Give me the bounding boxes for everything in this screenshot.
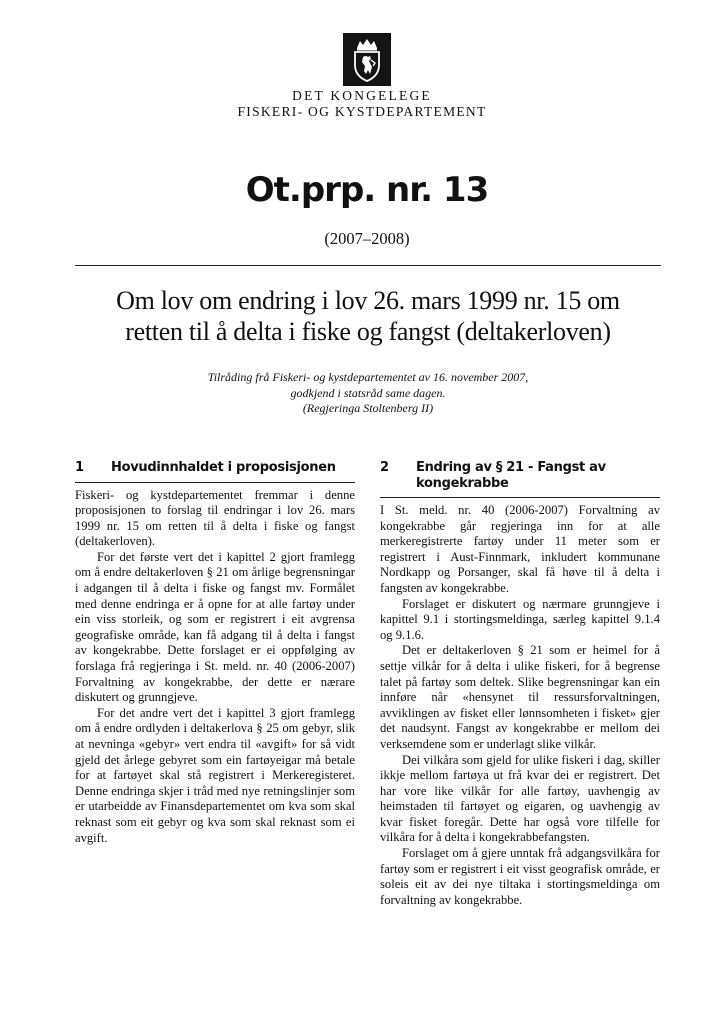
section-heading: [380, 460, 660, 491]
recommendation-line: godkjend i statsråd same dagen.: [290, 385, 446, 400]
subject-line: Om lov om endring i lov 26. mars 1999 nr. 15 om: [116, 286, 620, 315]
paragraph: Forslaget om å gjere unntak frå adgangsvilkåra for fartøy som er registrert i eit visst geografisk område, er soleis eit av dei nye tiltaka i stortingsmeldinga om forvaltning av kongekrabbe.: [380, 846, 660, 907]
document-years: (2007–2008): [324, 229, 410, 248]
section-number: 2: [380, 460, 389, 475]
section-1: [75, 460, 355, 846]
title-divider: [75, 265, 661, 266]
document-title: Ot.prp. nr. 13: [245, 170, 489, 210]
section-divider: [75, 482, 355, 483]
section-title: Hovudinnhaldet i proposisjonen: [111, 460, 336, 475]
paragraph: Forslaget er diskutert og nærmare grunngjeve i kapittel 9.1 i stortingsmeldinga, særleg kapittel 9.1.4 og 9.1.6.: [380, 596, 660, 642]
subject-line: retten til å delta i fiske og fangst (deltakerloven): [125, 317, 611, 346]
paragraph: For det første vert det i kapittel 2 gjort framlegg om å endre deltakerloven § 21 om årlige begrensningar i adgangen til å delta i fiske og fangst mv. Formålet med denne endringa er å opne for at alle fartøy under ein viss storleik, og som er registrert i eit avgrensa geografiske område, kan få adgang til å delta i fangst av kongekrabbe. Dette forslaget er ei oppfølging av forslaga frå regjeringa i St. meld. nr. 40 (2006-2007) Forvaltning av kongekrabbe, der dette er nærare diskutert og grunngjeve.: [75, 549, 355, 705]
section-body: [75, 488, 355, 847]
recommendation-note: [75, 370, 661, 417]
recommendation-line: (Regjeringa Stoltenberg II): [302, 401, 434, 415]
department-name-line1: DET KONGELEGE: [292, 88, 432, 103]
paragraph: For det andre vert det i kapittel 3 gjort framlegg om å endre ordlyden i deltakerlova § 25 om gebyr, slik at nevninga «gebyr» vert endra til «avgift» for så vidt gjeld det årlege gebyret som ein fartøyeigar må betale for at fartøyet skal stå registrert i Merkeregisteret. Denne endringa skjer i tråd med nye retningslinjer som er utarbeidde av Finansdepartementet om kva som skal reknast som eit gebyr og kva som skal reknast som ei avgift.: [75, 705, 355, 845]
section-number: 1: [75, 460, 84, 475]
paragraph: Fiskeri- og kystdepartementet fremmar i denne proposisjonen to forslag til endringar i lov 26. mars 1999 nr. 15 om retten til å delta i fiske og fangst (deltakerloven).: [75, 487, 355, 549]
recommendation-line: Tilråding frå Fiskeri- og kystdepartementet av 16. november 2007,: [207, 370, 529, 384]
section-divider: [380, 497, 660, 498]
section-2: [380, 460, 660, 908]
section-heading: [75, 460, 355, 476]
document-subject: [75, 285, 661, 347]
coat-of-arms-icon: [343, 33, 391, 86]
paragraph: Det er deltakerloven § 21 som er heimel for å settje vilkår for å delta i ulike fiskeri, for å begrense talet på fartøy som deltek. Slike begrensningar kan ein innføre når «hensynet til ressursforvaltningen, avviklingen av fisket eller lønnsomheten i fisket» gjer det naudsynt. Fangst av kongekrabbe er mellom dei verksemdene som er underlagt slike vilkår.: [380, 643, 660, 751]
paragraph: Dei vilkåra som gjeld for ulike fiskeri i dag, skiller ikkje mellom fartøya ut frå kvar dei er registrert. Det har vore like vilkår for alle fartøy, uavhengig av heimstaden til fartøyet og eigaren, og uavhengig av kvar fisket foregår. Dette har også vore tilfelle for vilkåra for å delta i kongekrabbefangsten.: [380, 752, 660, 845]
section-title: Endring av § 21 - Fangst av kongekrabbe: [416, 460, 606, 491]
paragraph: I St. meld. nr. 40 (2006-2007) Forvaltning av kongekrabbe går regjeringa inn for at alle merkeregistrerte fartøy under 11 meter som er registrert i Aust-Finnmark, inkludert kommunane Nordkapp og Porsanger, skal få høve til å delta i fangsten av kongekrabbe.: [380, 503, 660, 595]
department-name-line2: FISKERI- OG KYSTDEPARTEMENT: [237, 104, 487, 119]
coat-of-arms-logo: [343, 33, 391, 86]
section-body: [380, 503, 660, 908]
